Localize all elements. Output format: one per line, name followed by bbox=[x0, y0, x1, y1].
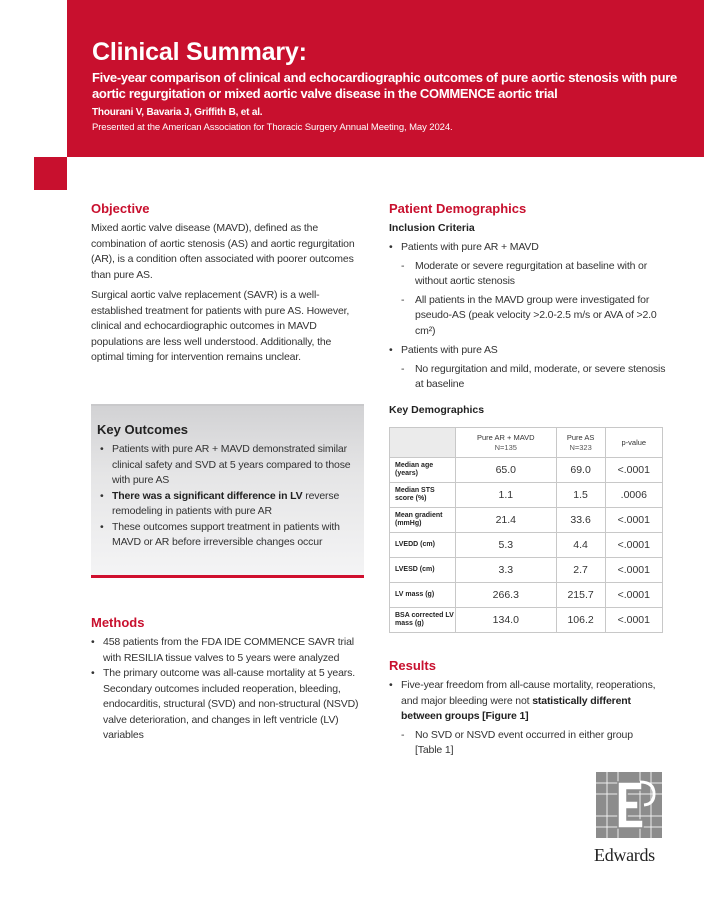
table-cell: 21.4 bbox=[456, 508, 557, 533]
table-cell: <.0001 bbox=[605, 533, 662, 558]
table-row bbox=[390, 458, 663, 483]
table-corner-cell bbox=[390, 428, 456, 458]
list-item: • Patients with pure AS - No regurgitation and mild, moderate, or severe stenosis at baseline bbox=[389, 343, 669, 393]
edwards-logo-text: Edwards bbox=[594, 845, 655, 865]
objective-text bbox=[91, 221, 363, 371]
row-label: LVESD (cm) bbox=[390, 558, 456, 583]
edwards-logo-icon bbox=[596, 772, 662, 838]
table-cell: <.0001 bbox=[605, 558, 662, 583]
header-banner bbox=[67, 0, 704, 157]
row-label: Median age (years) bbox=[390, 458, 456, 483]
table-cell: 65.0 bbox=[456, 458, 557, 483]
page-title: Clinical Summary: bbox=[92, 38, 307, 66]
table-cell: 33.6 bbox=[556, 508, 605, 533]
presentation-note: Presented at the American Association for Thoracic Surgery Annual Meeting, May 2024. bbox=[92, 122, 453, 133]
emphasis-text: There was a significant difference in LV bbox=[112, 489, 303, 502]
key-outcomes-box bbox=[91, 404, 364, 578]
header-accent-square bbox=[34, 157, 67, 190]
table-row bbox=[390, 583, 663, 608]
table-row bbox=[390, 483, 663, 508]
table-cell: 3.3 bbox=[456, 558, 557, 583]
table-header-row bbox=[390, 428, 663, 458]
row-label: BSA corrected LV mass (g) bbox=[390, 608, 456, 633]
sub-list bbox=[401, 259, 669, 340]
objective-paragraph-2: Surgical aortic valve replacement (SAVR) is a well-established treatment for patients with pure AS. However, clinical and echocardiographic outcomes in MAVD populations are less well understood. Additionally, the optimal timing for intervention remains unclear. bbox=[91, 289, 350, 363]
key-demographics-table bbox=[389, 427, 663, 633]
emphasis-text: statistically different between groups [Figure 1] bbox=[401, 694, 631, 722]
list-item: • Five-year freedom from all-cause mortality, reoperations, and major bleeding were not statistically different between groups [Figure 1] - No SVD or NSVD event occurred in either group [Table 1] bbox=[389, 678, 661, 759]
table-cell: 266.3 bbox=[456, 583, 557, 608]
inclusion-criteria-list bbox=[389, 240, 669, 397]
methods-heading: Methods bbox=[91, 615, 145, 630]
list-item: • These outcomes support treatment in patients with MAVD or AR before irreversible changes occur bbox=[100, 520, 358, 551]
page-subtitle: Five-year comparison of clinical and echocardiographic outcomes of pure aortic stenosis with pure aortic regurgitation or mixed aortic valve disease in the COMMENCE aortic trial bbox=[92, 70, 677, 101]
table-cell: <.0001 bbox=[605, 583, 662, 608]
results-heading: Results bbox=[389, 658, 436, 673]
row-label: LVEDD (cm) bbox=[390, 533, 456, 558]
methods-list bbox=[91, 635, 363, 744]
table-cell: <.0001 bbox=[605, 508, 662, 533]
key-demographics-heading: Key Demographics bbox=[389, 404, 485, 416]
row-label: Median STS score (%) bbox=[390, 483, 456, 508]
table-cell: 106.2 bbox=[556, 608, 605, 633]
table-row bbox=[390, 533, 663, 558]
column-header: Pure AR + MAVD N=135 bbox=[456, 428, 557, 458]
sub-list bbox=[401, 362, 669, 393]
column-header: Pure AS N=323 bbox=[556, 428, 605, 458]
table-cell: <.0001 bbox=[605, 608, 662, 633]
demographics-heading: Patient Demographics bbox=[389, 201, 527, 216]
table-cell: 134.0 bbox=[456, 608, 557, 633]
table-cell: 1.1 bbox=[456, 483, 557, 508]
list-item: • Patients with pure AR + MAVD - Moderate or severe regurgitation at baseline with or without aortic stenosis - All patients in the MAVD group were investigated for pseudo-AS (peak velocity >2.0-2.5 m/s or AVA of >2.0 cm²) bbox=[389, 240, 669, 339]
inclusion-criteria-heading: Inclusion Criteria bbox=[389, 222, 475, 234]
table-cell: .0006 bbox=[605, 483, 662, 508]
list-item: • The primary outcome was all-cause mortality at 5 years. Secondary outcomes included reoperation, bleeding, endocarditis, structural (SVD) and non-structural (NSVD) valve deterioration, and changes in left ventricle (LV) variables bbox=[91, 666, 363, 744]
table-row bbox=[390, 558, 663, 583]
table-row bbox=[390, 508, 663, 533]
table-row bbox=[390, 608, 663, 633]
sub-list-item: - No SVD or NSVD event occurred in either group [Table 1] bbox=[401, 728, 661, 759]
sub-list-item: - No regurgitation and mild, moderate, or severe stenosis at baseline bbox=[401, 362, 669, 393]
table-cell: 215.7 bbox=[556, 583, 605, 608]
list-item: • Patients with pure AR + MAVD demonstrated similar clinical safety and SVD at 5 years compared to those with pure AS bbox=[100, 442, 358, 489]
objective-heading: Objective bbox=[91, 201, 150, 216]
key-outcomes-list bbox=[100, 442, 358, 551]
sub-list-item: - All patients in the MAVD group were investigated for pseudo-AS (peak velocity >2.0-2.5 m/s or AVA of >2.0 cm²) bbox=[401, 293, 669, 340]
table-cell: 1.5 bbox=[556, 483, 605, 508]
objective-paragraph-1: Mixed aortic valve disease (MAVD), defined as the combination of aortic stenosis (AS) and aortic regurgitation (AR), is a condition often associated with poorer outcomes than pure AS. bbox=[91, 222, 355, 281]
sub-list-item: - Moderate or severe regurgitation at baseline with or without aortic stenosis bbox=[401, 259, 669, 290]
list-item: • 458 patients from the FDA IDE COMMENCE SAVR trial with RESILIA tissue valves to 5 years were analyzed bbox=[91, 635, 363, 666]
table-cell: 4.4 bbox=[556, 533, 605, 558]
authors: Thourani V, Bavaria J, Griffith B, et al. bbox=[92, 107, 263, 118]
table-cell: 69.0 bbox=[556, 458, 605, 483]
results-list bbox=[389, 678, 661, 763]
table-cell: <.0001 bbox=[605, 458, 662, 483]
row-label: Mean gradient (mmHg) bbox=[390, 508, 456, 533]
table-cell: 2.7 bbox=[556, 558, 605, 583]
list-item: • There was a significant difference in LV reverse remodeling in patients with pure AR bbox=[100, 489, 358, 520]
sub-list bbox=[401, 728, 661, 759]
row-label: LV mass (g) bbox=[390, 583, 456, 608]
column-header: p-value bbox=[605, 428, 662, 458]
key-outcomes-heading: Key Outcomes bbox=[97, 422, 189, 437]
table-cell: 5.3 bbox=[456, 533, 557, 558]
